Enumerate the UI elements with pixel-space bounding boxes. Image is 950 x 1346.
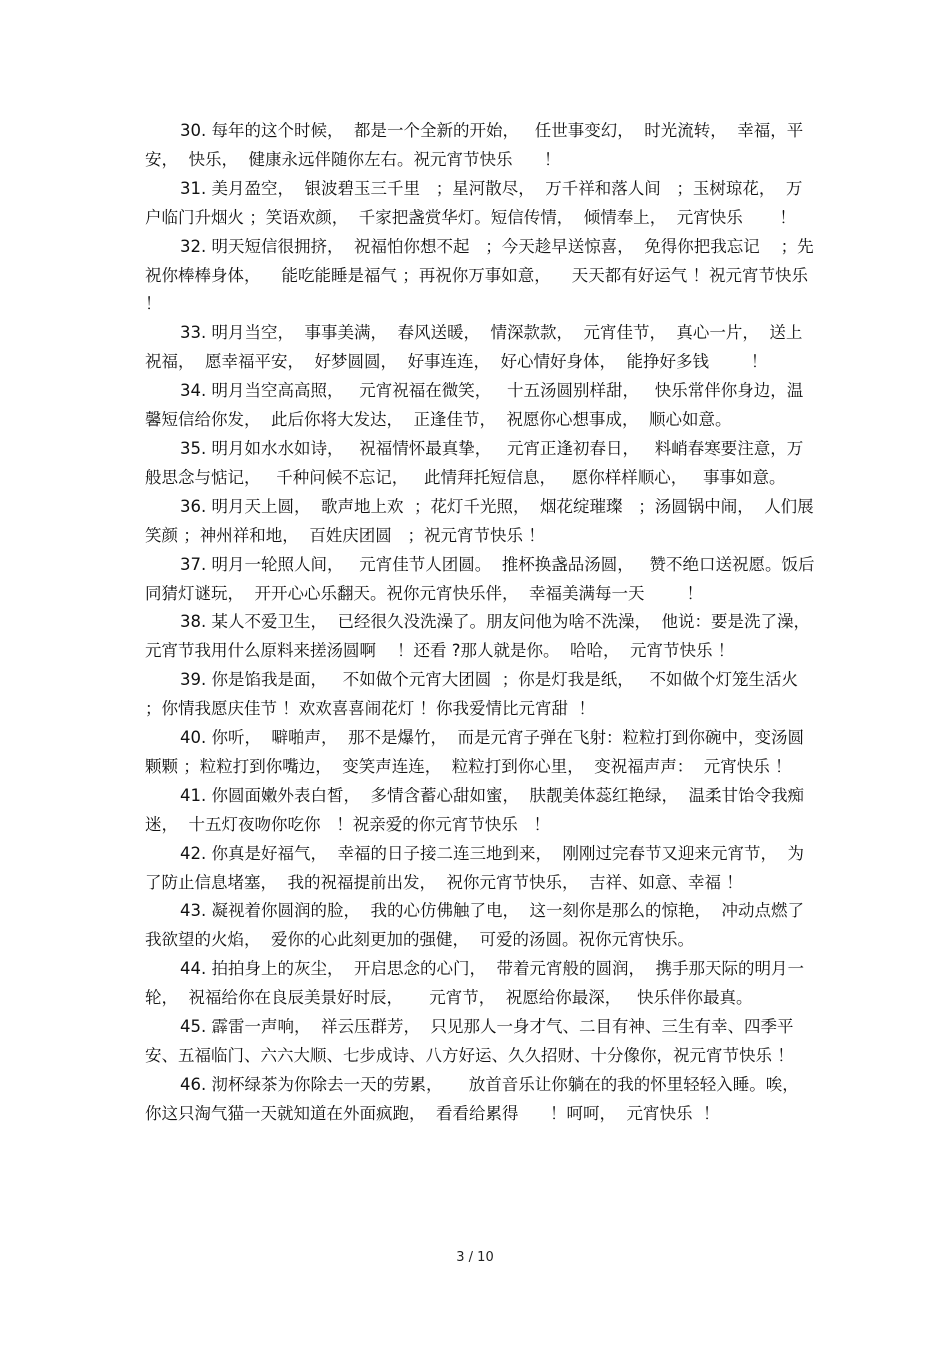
paragraph: 32. 明天短信很拥挤， 祝福怕你想不起 ；今天趁早送惊喜， 免得你把我忘记 ；先祝你棒棒身体， 能吃能睡是福气 ；再祝你万事如意， 天天都有好运气 ！祝元宵节快乐 ！ bbox=[145, 236, 814, 314]
paragraph: 40. 你听， 噼啪声， 那不是爆竹， 而是元宵子弹在飞射：粒粒打到你碗中，变汤圆颗颗 ；粒粒打到你嘴边， 变笑声连连， 粒粒打到你心里， 变祝福声声： 元宵快乐 ！ bbox=[145, 728, 804, 776]
paragraph: 45. 霹雷一声响， 祥云压群芳， 只见那人一身才气、二目有神、三生有幸、四季平安、五福临门、六六大顺、七步成诗、八方好运、久久招财、十分像你，祝元宵节快乐 ！ bbox=[145, 1017, 794, 1065]
paragraph: 46. 沏杯绿茶为你除去一天的劳累， 放首音乐让你躺在的我的怀里轻轻入睡。唉， 你这只淘气猫一天就知道在外面疯跑， 看看给累得 ！呵呵， 元宵快乐 ！ bbox=[145, 1074, 810, 1123]
paragraph: 43. 凝视着你圆润的脸， 我的心仿佛触了电， 这一刻你是那么的惊艳， 冲动点燃了我欲望的火焰， 爱你的心此刻更加的强健， 可爱的汤圆。祝你元宵快乐。 bbox=[145, 901, 804, 950]
paragraph: 33. 明月当空， 事事美满， 春风送暖， 情深款款， 元宵佳节， 真心一片， 送上祝福， 愿幸福平安， 好梦圆圆， 好事连连， 好心情好身体， 能挣好多钱 ！ bbox=[145, 323, 803, 372]
paragraph: 39. 你是馅我是面， 不如做个元宵大团圆 ；你是灯我是纸， 不如做个灯笼生活火 ；你情我愿庆佳节 ！欢欢喜喜闹花灯 ！你我爱情比元宵甜 ！ bbox=[145, 670, 804, 719]
page-number: 3 / 10 bbox=[456, 1250, 494, 1265]
paragraph: 37. 明月一轮照人间， 元宵佳节人团圆。 推杯换盏品汤圆， 赞不绝口送祝愿。饭后同猜灯谜玩， 开开心心乐翻天。祝你元宵快乐伴， 幸福美满每一天 ！ bbox=[145, 554, 815, 603]
paragraph: 34. 明月当空高高照， 元宵祝福在微笑， 十五汤圆别样甜， 快乐常伴你身边，温馨短信给你发， 此后你将大发达， 正逢佳节， 祝愿你心想事成， 顺心如意。 bbox=[145, 381, 804, 430]
paragraph: 30. 每年的这个时候， 都是一个全新的开始， 任世事变幻， 时光流转， 幸福，平安， 快乐， 健康永远伴随你左右。祝元宵节快乐 ！ bbox=[145, 121, 804, 169]
paragraph: 35. 明月如水水如诗， 祝福情怀最真挚， 元宵正逢初春日， 料峭春寒要注意，万般思念与惦记， 千种问候不忘记， 此情拜托短信息， 愿你样样顺心， 事事如意。 bbox=[145, 438, 804, 487]
document-body bbox=[145, 117, 821, 1129]
paragraph: 44. 拍拍身上的灰尘， 开启思念的心门， 带着元宵般的圆润， 携手那天际的明月一轮， 祝福给你在良辰美景好时辰， 元宵节， 祝愿给你最深， 快乐伴你最真。 bbox=[145, 959, 804, 1008]
paragraph: 31. 美月盈空， 银波碧玉三千里 ；星河散尽， 万千祥和落人间 ；玉树琼花， 万户临门升烟火 ；笑语欢颜， 千家把盏赏华灯。短信传情， 倾情奉上， 元宵快乐 ！ bbox=[145, 178, 803, 227]
paragraph: 36. 明月天上圆， 歌声地上欢 ；花灯千光照， 烟花绽璀璨 ；汤圆锅中闹， 人们展笑颜 ；神州祥和地， 百姓庆团圆 ；祝元宵节快乐 ！ bbox=[145, 496, 814, 545]
paragraph: 41. 你圆面嫩外表白皙， 多情含蓄心甜如蜜， 肤靓美体蕊红艳绿， 温柔甘饴令我痴迷， 十五灯夜吻你吃你 ！祝亲爱的你元宵节快乐 ！ bbox=[145, 785, 804, 834]
paragraph: 38. 某人不爱卫生， 已经很久没洗澡了。朋友问他为啥不洗澡， 他说：要是洗了澡， 元宵节我用什么原料来搓汤圆啊 ！还看 ?那人就是你。 哈哈， 元宵节快乐 ！ bbox=[145, 612, 821, 661]
paragraph: 42. 你真是好福气， 幸福的日子接二连三地到来， 刚刚过完春节又迎来元宵节， 为了防止信息堵塞， 我的祝福提前出发， 祝你元宵节快乐， 吉祥、如意、幸福 ！ bbox=[145, 843, 804, 892]
